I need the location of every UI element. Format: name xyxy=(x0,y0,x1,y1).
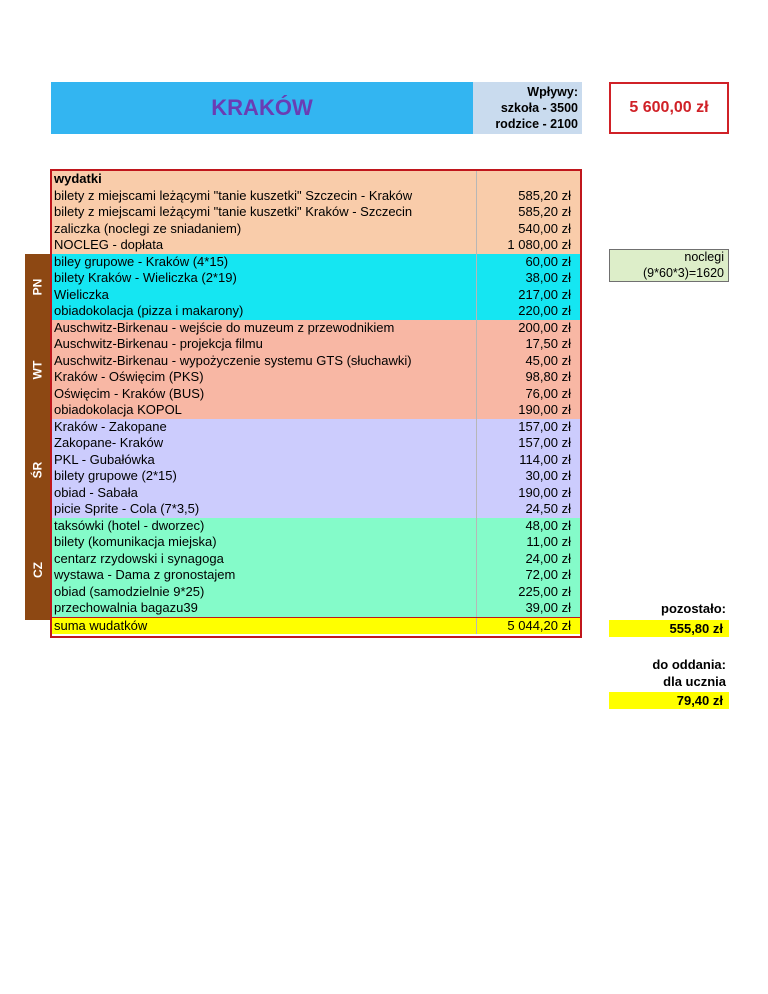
expense-description: obiadokolacja (pizza i makarony) xyxy=(54,303,244,318)
income-heading: Wpływy: xyxy=(527,85,578,99)
expense-description: bilety z miejscami leżącymi "tanie kuszetki" Szczecin - Kraków xyxy=(54,187,413,203)
title-box xyxy=(51,82,473,134)
expense-amount: 11,00 zł xyxy=(526,534,571,549)
table-row xyxy=(52,567,580,584)
expense-description: biley grupowe - Kraków (4*15) xyxy=(54,253,229,269)
table-row xyxy=(52,270,580,287)
expense-amount: 24,00 zł xyxy=(525,550,571,566)
table-row xyxy=(52,402,580,419)
refund-value: 79,40 zł xyxy=(609,692,729,709)
nocleg-note-line1: noclegi xyxy=(684,250,724,264)
expense-amount: 48,00 zł xyxy=(525,517,571,533)
expense-description: obiadokolacja KOPOL xyxy=(54,402,182,417)
expenses-total-row xyxy=(52,617,580,635)
day-tab xyxy=(25,420,50,520)
table-row xyxy=(52,188,580,205)
table-row xyxy=(52,303,580,320)
table-row xyxy=(52,336,580,353)
expense-amount: 200,00 zł xyxy=(518,319,571,335)
table-row xyxy=(52,369,580,386)
page-title: KRAKÓW xyxy=(211,95,313,120)
expense-amount: 225,00 zł xyxy=(518,583,571,599)
expense-description: picie Sprite - Cola (7*3,5) xyxy=(54,501,200,516)
expense-description: Auschwitz-Birkenau - wejście do muzeum z przewodnikiem xyxy=(54,319,395,335)
day-tab xyxy=(25,320,50,420)
table-row xyxy=(52,551,580,568)
expense-amount: 190,00 zł xyxy=(518,402,571,417)
expense-amount: 585,20 zł xyxy=(518,187,571,203)
expense-description: bilety grupowe (2*15) xyxy=(54,468,177,483)
nocleg-note xyxy=(609,249,729,282)
expense-amount: 5 044,20 zł xyxy=(507,617,571,633)
expense-description: przechowalnia bagazu39 xyxy=(54,600,198,615)
expense-description: suma wudatków xyxy=(54,617,148,633)
expense-amount: 30,00 zł xyxy=(525,468,571,483)
expense-amount: 157,00 zł xyxy=(518,418,571,434)
expense-amount: 38,00 zł xyxy=(525,270,571,285)
table-row xyxy=(52,584,580,601)
expense-amount: 39,00 zł xyxy=(525,600,571,615)
table-row xyxy=(52,254,580,271)
expense-amount: 60,00 zł xyxy=(525,253,571,269)
expense-description: Zakopane- Kraków xyxy=(54,435,164,450)
expense-amount xyxy=(477,171,580,188)
expense-description: Auschwitz-Birkenau - wypożyczenie systemu GTS (słuchawki) xyxy=(54,352,412,368)
table-row xyxy=(52,237,580,254)
expense-description: obiad - Sabała xyxy=(54,484,138,500)
expense-description: Wieliczka xyxy=(54,286,109,302)
table-row xyxy=(52,518,580,535)
expense-amount: 190,00 zł xyxy=(518,484,571,500)
expense-description: obiad (samodzielnie 9*25) xyxy=(54,583,205,599)
income-box xyxy=(473,82,582,134)
table-row xyxy=(52,501,580,518)
expense-amount: 72,00 zł xyxy=(525,567,571,582)
day-tab xyxy=(25,520,50,620)
table-row xyxy=(52,468,580,485)
table-row xyxy=(52,320,580,337)
expense-amount: 220,00 zł xyxy=(518,303,571,318)
expense-description: wystawa - Dama z gronostajem xyxy=(54,567,236,582)
remaining-value: 555,80 zł xyxy=(609,620,729,637)
expense-amount: 1 080,00 zł xyxy=(507,237,571,252)
expense-amount: 24,50 zł xyxy=(525,501,571,516)
expense-description: bilety z miejscami leżącymi "tanie kuszetki" Kraków - Szczecin xyxy=(54,204,413,219)
table-row xyxy=(52,600,580,617)
expense-description: zaliczka (noclegi ze sniadaniem) xyxy=(54,220,242,236)
expense-description: NOCLEG - dopłata xyxy=(54,237,164,252)
day-label: WT xyxy=(30,360,45,380)
income-parents: rodzice - 2100 xyxy=(495,117,578,131)
day-label: CZ xyxy=(30,562,45,578)
expense-amount: 76,00 zł xyxy=(525,385,571,401)
day-tab xyxy=(25,254,50,320)
day-label: ŚR xyxy=(30,461,45,479)
expense-description: wydatki xyxy=(54,171,102,186)
expenses-header-row xyxy=(52,171,580,188)
expense-amount: 114,00 zł xyxy=(519,451,571,467)
expense-description: Oświęcim - Kraków (BUS) xyxy=(54,385,205,401)
nocleg-note-line2: (9*60*3)=1620 xyxy=(643,265,724,280)
table-row xyxy=(52,353,580,370)
expense-description: Kraków - Zakopane xyxy=(54,418,167,434)
expense-amount: 17,50 zł xyxy=(525,336,571,351)
refund-label-2: dla ucznia xyxy=(663,674,726,689)
table-row xyxy=(52,534,580,551)
total-income-value: 5 600,00 zł xyxy=(629,99,709,116)
expense-description: PKL - Gubałówka xyxy=(54,451,155,467)
table-row xyxy=(52,221,580,238)
expense-description: Auschwitz-Birkenau - projekcja filmu xyxy=(54,336,263,351)
expense-amount: 98,80 zł xyxy=(525,369,571,384)
expense-amount: 217,00 zł xyxy=(518,286,571,302)
table-row xyxy=(52,287,580,304)
expense-description: centarz rzydowski i synagoga xyxy=(54,550,224,566)
table-row xyxy=(52,452,580,469)
table-row xyxy=(52,435,580,452)
table-row xyxy=(52,204,580,221)
expense-amount: 585,20 zł xyxy=(518,204,571,219)
expense-description: bilety Kraków - Wieliczka (2*19) xyxy=(54,270,237,285)
expense-description: Kraków - Oświęcim (PKS) xyxy=(54,369,204,384)
table-row xyxy=(52,485,580,502)
refund-label-1: do oddania: xyxy=(652,657,726,672)
table-row xyxy=(52,386,580,403)
total-income-box xyxy=(609,82,729,134)
income-school: szkoła - 3500 xyxy=(500,101,578,115)
expense-amount: 157,00 zł xyxy=(518,435,571,450)
table-row xyxy=(52,419,580,436)
expenses-table xyxy=(50,169,582,638)
expense-description: taksówki (hotel - dworzec) xyxy=(54,517,205,533)
day-label: PN xyxy=(30,278,45,296)
remaining-label: pozostało: xyxy=(661,601,726,616)
expense-amount: 45,00 zł xyxy=(525,352,571,368)
expense-amount: 540,00 zł xyxy=(518,220,571,236)
expense-description: bilety (komunikacja miejska) xyxy=(54,534,217,549)
